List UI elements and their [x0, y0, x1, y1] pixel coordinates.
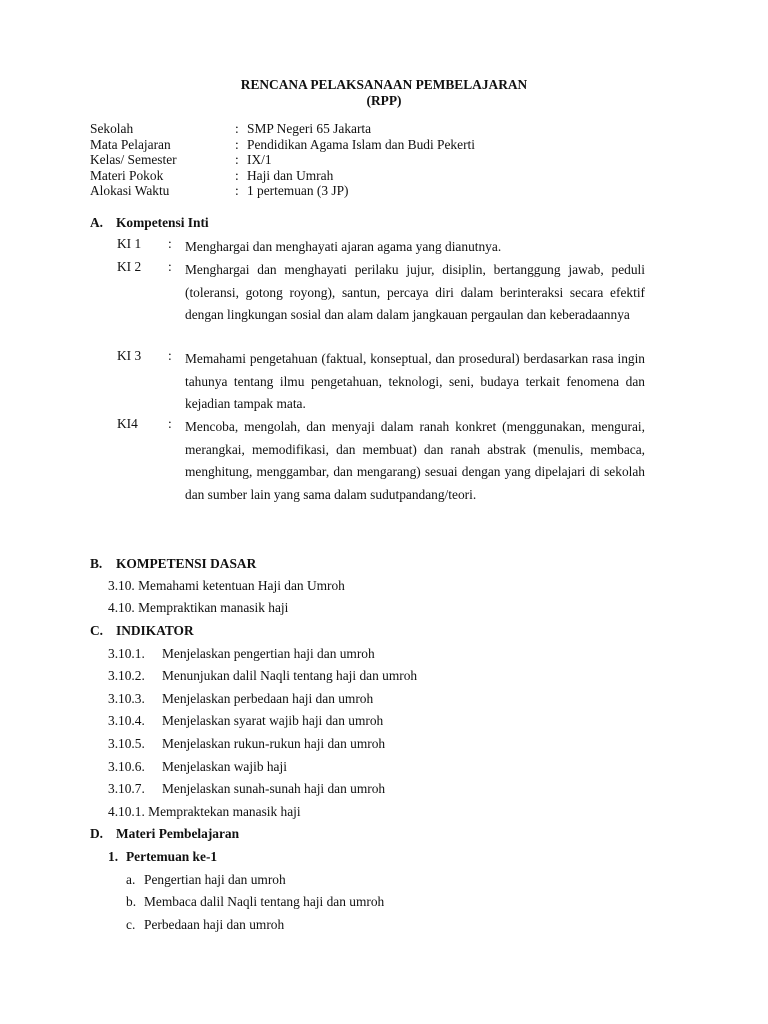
materi-text: Perbedaan haji dan umroh — [144, 917, 285, 932]
identity-row-school — [90, 121, 475, 137]
ki-text: Mencoba, mengolah, dan menyaji dalam ranah konkret (menggunakan, mengurai, merangkai, memodifikasi, dan membuat) dan ranah abstrak (menulis, membaca, menghitung, menggambar, dan mengarang) sesuai dengan yang dipelajari di sekolah dan sumber lain yang sama dalam sudutpandang/teori. — [185, 419, 645, 502]
section-title: KOMPETENSI DASAR — [116, 556, 257, 571]
colon: : — [235, 152, 239, 167]
indicator-item — [108, 646, 375, 662]
colon: : — [235, 183, 239, 198]
meeting-title: Pertemuan ke-1 — [126, 849, 218, 864]
ki-code: KI 3 — [117, 348, 142, 363]
ki-code: KI4 — [117, 416, 138, 431]
indicator-item — [108, 736, 385, 752]
indicator-number: 3.10.3. — [108, 691, 145, 706]
section-b-heading — [90, 556, 256, 572]
ki-text: Menghargai dan menghayati perilaku jujur, disiplin, bertanggung jawab, peduli (toleransi, gotong royong), santun, percaya diri dalam berinteraksi secara efektif dengan lingkungan sosial dan alam dalam jangkauan pergaulan dan keberadaannya — [185, 262, 645, 323]
identity-label: Alokasi Waktu — [90, 183, 170, 198]
indicator-item — [108, 781, 385, 797]
section-title: INDIKATOR — [116, 623, 194, 638]
document-subtitle: (RPP) — [366, 93, 402, 108]
indicator-number: 3.10.2. — [108, 668, 145, 683]
indicator-item — [108, 759, 287, 775]
identity-label: Mata Pelajaran — [90, 136, 171, 152]
indicator-text: Menjelaskan rukun-rukun haji dan umroh — [162, 736, 386, 751]
identity-label: Kelas/ Semester — [90, 152, 177, 167]
ki-code: KI 1 — [117, 236, 142, 251]
materi-item — [126, 872, 286, 888]
meeting-number: 1. — [108, 849, 119, 864]
indicator-item — [108, 691, 373, 707]
indicator-number: 3.10.1. — [108, 646, 145, 661]
section-letter: D. — [90, 826, 104, 841]
materi-text: Membaca dalil Naqli tentang haji dan umroh — [144, 894, 385, 909]
colon: : — [168, 259, 172, 274]
indicator-item — [108, 668, 417, 684]
identity-block — [90, 121, 475, 199]
colon: : — [168, 416, 172, 431]
colon: : — [235, 167, 239, 183]
ki-text: Memahami pengetahuan (faktual, konseptual, dan prosedural) berdasarkan rasa ingin tahunya tentang ilmu pengetahuan, teknologi, seni, budaya terkait fenomena dan kejadian tampak mata. — [185, 351, 645, 412]
materi-letter: b. — [126, 894, 137, 909]
colon: : — [235, 121, 239, 136]
indicator-item — [108, 713, 383, 729]
colon: : — [168, 348, 172, 363]
identity-row-subject — [90, 137, 475, 153]
identity-value: IX/1 — [247, 152, 272, 167]
materi-text: Pengertian haji dan umroh — [144, 872, 286, 887]
indicator-number: 3.10.7. — [108, 781, 145, 796]
identity-row-class — [90, 152, 475, 168]
identity-row-time — [90, 183, 475, 199]
section-letter: A. — [90, 215, 104, 230]
indicator-text: Menjelaskan wajib haji — [162, 759, 287, 774]
section-letter: C. — [90, 623, 104, 638]
identity-label: Materi Pokok — [90, 167, 164, 183]
indicator-text: Menjelaskan syarat wajib haji dan umroh — [162, 713, 384, 728]
section-a-heading — [90, 215, 209, 231]
indicator-item: 4.10.1. Mempraktekan manasik haji — [108, 804, 301, 819]
materi-letter: a. — [126, 872, 136, 887]
indicator-text: Menjelaskan perbedaan haji dan umroh — [162, 691, 374, 706]
indicator-number: 3.10.6. — [108, 759, 145, 774]
ki-code: KI 2 — [117, 259, 142, 274]
identity-value: SMP Negeri 65 Jakarta — [247, 121, 372, 136]
indicator-text: Menunjukan dalil Naqli tentang haji dan umroh — [162, 668, 418, 683]
section-c-heading — [90, 623, 194, 639]
section-d-heading — [90, 826, 239, 842]
identity-value: Pendidikan Agama Islam dan Budi Pekerti — [247, 136, 475, 152]
colon: : — [235, 136, 239, 152]
kd-item: 3.10. Memahami ketentuan Haji dan Umroh — [108, 578, 345, 593]
section-letter: B. — [90, 556, 103, 571]
indicator-text: Menjelaskan sunah-sunah haji dan umroh — [162, 781, 386, 796]
meeting-heading — [108, 849, 217, 865]
kd-item: 4.10. Mempraktikan manasik haji — [108, 600, 289, 615]
indicator-text: Menjelaskan pengertian haji dan umroh — [162, 646, 375, 661]
materi-item — [126, 894, 384, 910]
identity-row-topic — [90, 168, 475, 184]
indicator-number: 3.10.4. — [108, 713, 145, 728]
materi-letter: c. — [126, 917, 136, 932]
document-title: RENCANA PELAKSANAAN PEMBELAJARAN — [240, 77, 528, 92]
section-title: Kompetensi Inti — [116, 215, 209, 230]
identity-value: Haji dan Umrah — [247, 167, 334, 183]
section-title: Materi Pembelajaran — [116, 826, 240, 841]
ki-text: Menghargai dan menghayati ajaran agama yang dianutnya. — [185, 239, 502, 254]
identity-value: 1 pertemuan (3 JP) — [247, 183, 349, 198]
identity-label: Sekolah — [90, 121, 134, 136]
colon: : — [168, 236, 172, 251]
materi-item — [126, 917, 284, 933]
indicator-number: 3.10.5. — [108, 736, 145, 751]
